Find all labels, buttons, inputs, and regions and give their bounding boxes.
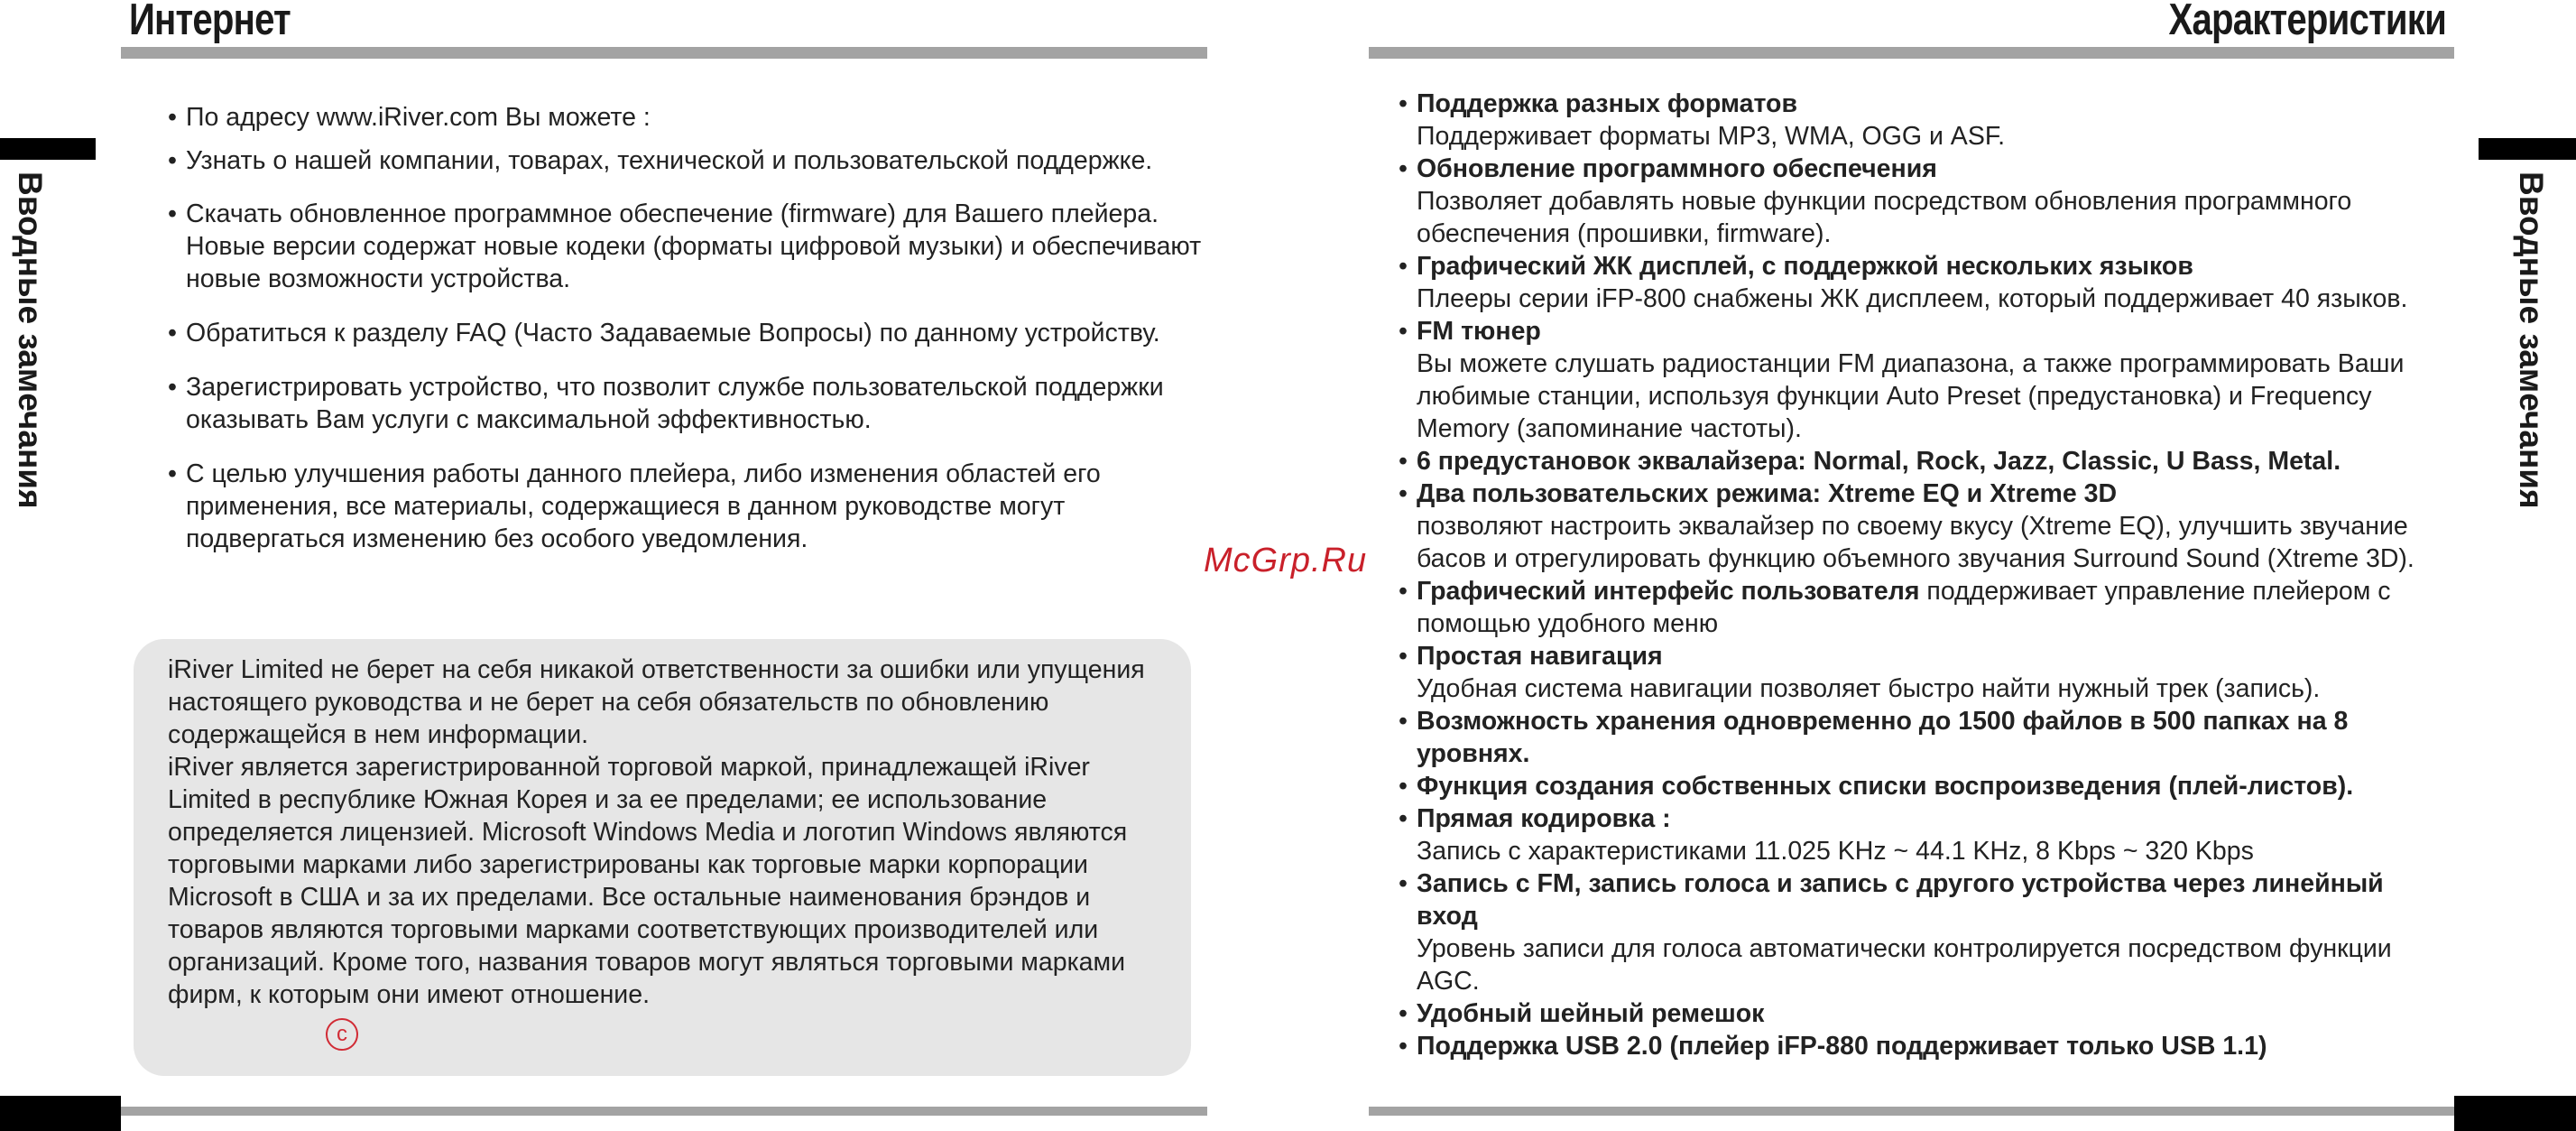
- bullet: •: [1399, 999, 1408, 1028]
- corner-tab-left: [0, 1096, 121, 1131]
- bullet: •: [1399, 479, 1408, 508]
- feature-desc: Уровень записи для голоса автоматически контролируется посредством функции AGC.: [1417, 934, 2392, 996]
- disclaimer-text: iRiver Limited не берет на себя никакой ответственности за ошибки или упущения настоящего руководства и не берет на себя обязательств по обновлению содержащейся в нем информации. iRiver является зарегистрированной торговой маркой, принадлежащей iRiver Limited в республике Южная Корея и за ее пределами; ее использование определяется лицензией. Microsoft Windows Media и логотип Windows являются торговыми марками либо зарегистрированы как торговые марки корпорации Microsoft в США и за их пределами. Все остальные наименования брэндов и товаров являются торговыми марками соответствующих производителей или организаций. Кроме того, названия товаров могут являться торговыми марками фирм, к которым они имеют отношение.: [168, 655, 1145, 1009]
- feature-desc: Плееры серии iFP-800 снабжены ЖК дисплеем, который поддерживает 40 языков.: [1417, 284, 2408, 313]
- feature-item: [1399, 802, 2427, 867]
- feature-desc: Вы можете слушать радиостанции FM диапазона, а также программировать Ваши любимые станции, используя функции Auto Preset (предустановка) и Frequency Memory (запоминание частоты).: [1417, 349, 2405, 443]
- list-item: [168, 101, 1205, 134]
- list-item-text: Скачать обновленное программное обеспечение (firmware) для Вашего плейера. Новые версии содержат новые кодеки (форматы цифровой музыки) и обеспечивают новые возможности устройства.: [186, 199, 1202, 293]
- feature-item: [1399, 575, 2427, 640]
- feature-item: [1399, 250, 2427, 315]
- feature-item: [1399, 477, 2427, 575]
- list-item: [168, 144, 1205, 177]
- bullet: •: [1399, 252, 1408, 281]
- bullet: •: [1399, 317, 1408, 346]
- corner-tab-right: [2454, 1096, 2576, 1131]
- list-item-text: Обратиться к разделу FAQ (Часто Задаваемые Вопросы) по данному устройству.: [186, 319, 1160, 348]
- side-tab-left: [0, 138, 96, 160]
- feature-heading: Прямая кодировка :: [1417, 804, 1671, 833]
- bullet: •: [168, 319, 177, 348]
- feature-heading: Графический ЖК дисплей, с поддержкой нескольких языков: [1417, 252, 2193, 281]
- bullet: •: [1399, 89, 1408, 118]
- feature-desc: Позволяет добавлять новые функции посредством обновления программного обеспечения (прошивки, firmware).: [1417, 187, 2352, 248]
- feature-heading: Два пользовательских режима: Xtreme EQ и Xtreme 3D: [1417, 479, 2118, 508]
- side-label-right: Вводные замечания: [2513, 172, 2550, 509]
- side-tab-right: [2479, 138, 2576, 160]
- feature-heading: Поддержка USB 2.0 (плейер iFP-880 поддерживает только USB 1.1): [1417, 1032, 2267, 1061]
- feature-item: [1399, 997, 2427, 1030]
- feature-desc: позволяют настроить эквалайзер по своему вкусу (Xtreme EQ), улучшить звучание басов и отрегулировать функцию объемного звучания Surround Sound (Xtreme 3D).: [1417, 512, 2414, 573]
- bullet: •: [1399, 804, 1408, 833]
- bullet: •: [1399, 707, 1408, 736]
- top-rule-right: [1369, 47, 2454, 59]
- bullet: •: [168, 373, 177, 402]
- list-item: [168, 458, 1205, 555]
- feature-item: [1399, 88, 2427, 153]
- list-item-text: По адресу www.iRiver.com Вы можете :: [186, 103, 651, 132]
- feature-heading: Запись с FM, запись голоса и запись с другого устройства через линейный вход: [1417, 869, 2384, 931]
- feature-item: [1399, 153, 2427, 250]
- bullet: •: [168, 146, 177, 175]
- feature-heading: Удобный шейный ремешок: [1417, 999, 1765, 1028]
- watermark: McGrp.Ru: [1204, 542, 1368, 579]
- bottom-rule-left: [121, 1107, 1207, 1116]
- list-item: [168, 198, 1205, 295]
- bullet: •: [168, 199, 177, 228]
- bullet: •: [1399, 577, 1408, 606]
- bullet: •: [168, 459, 177, 488]
- list-item: [168, 371, 1205, 436]
- feature-heading: Простая навигация: [1417, 642, 1663, 671]
- feature-item: [1399, 867, 2427, 997]
- feature-heading: Графический интерфейс пользователя: [1417, 577, 1920, 606]
- disclaimer-box: [134, 639, 1191, 1076]
- bullet: •: [1399, 447, 1408, 476]
- page-title-left: Интернет: [129, 0, 291, 44]
- list-item-text: Узнать о нашей компании, товарах, технической и пользовательской поддержке.: [186, 146, 1153, 175]
- feature-heading: Возможность хранения одновременно до 1500 файлов в 500 папках на 8 уровнях.: [1417, 707, 2349, 768]
- feature-item: [1399, 640, 2427, 705]
- list-item: [168, 317, 1205, 349]
- feature-item: [1399, 315, 2427, 445]
- feature-item: [1399, 1030, 2427, 1062]
- list-item-text: Зарегистрировать устройство, что позволит службе пользовательской поддержки оказывать Вам услуги с максимальной эффективностью.: [186, 373, 1164, 434]
- bottom-rule-right: [1369, 1107, 2454, 1116]
- feature-desc: Запись с характеристиками 11.025 KHz ~ 44.1 KHz, 8 Kbps ~ 320 Kbps: [1417, 837, 2254, 866]
- side-label-left: Вводные замечания: [12, 172, 49, 509]
- top-rule-left: [121, 47, 1207, 59]
- copyright-icon: c: [326, 1018, 358, 1051]
- bullet: •: [1399, 154, 1408, 183]
- feature-desc: Удобная система навигации позволяет быстро найти нужный трек (запись).: [1417, 674, 2321, 703]
- bullet: •: [1399, 1032, 1408, 1061]
- feature-item: [1399, 445, 2427, 477]
- feature-desc: Поддерживает форматы MP3, WMA, OGG и ASF.: [1417, 122, 2005, 151]
- bullet: •: [1399, 869, 1408, 898]
- bullet: •: [1399, 772, 1408, 801]
- feature-item: [1399, 770, 2427, 802]
- feature-heading: Функция создания собственных списки воспроизведения (плей-листов).: [1417, 772, 2354, 801]
- features-list: [1399, 88, 2427, 1062]
- feature-heading: 6 предустановок эквалайзера: Normal, Rock, Jazz, Classic, U Bass, Metal.: [1417, 447, 2341, 476]
- list-item-text: С целью улучшения работы данного плейера, либо изменения областей его применения, все материалы, содержащиеся в данном руководстве могут подвергаться изменению без особого уведомления.: [186, 459, 1101, 553]
- feature-item: [1399, 705, 2427, 770]
- feature-tail: поддерживает управление плейером с помощью удобного меню: [1417, 577, 2391, 638]
- feature-heading: FM тюнер: [1417, 317, 1541, 346]
- bullet: •: [168, 103, 177, 132]
- bullet: •: [1399, 642, 1408, 671]
- feature-heading: Обновление программного обеспечения: [1417, 154, 1937, 183]
- page-title-right: Характеристики: [2168, 0, 2446, 44]
- feature-heading: Поддержка разных форматов: [1417, 89, 1797, 118]
